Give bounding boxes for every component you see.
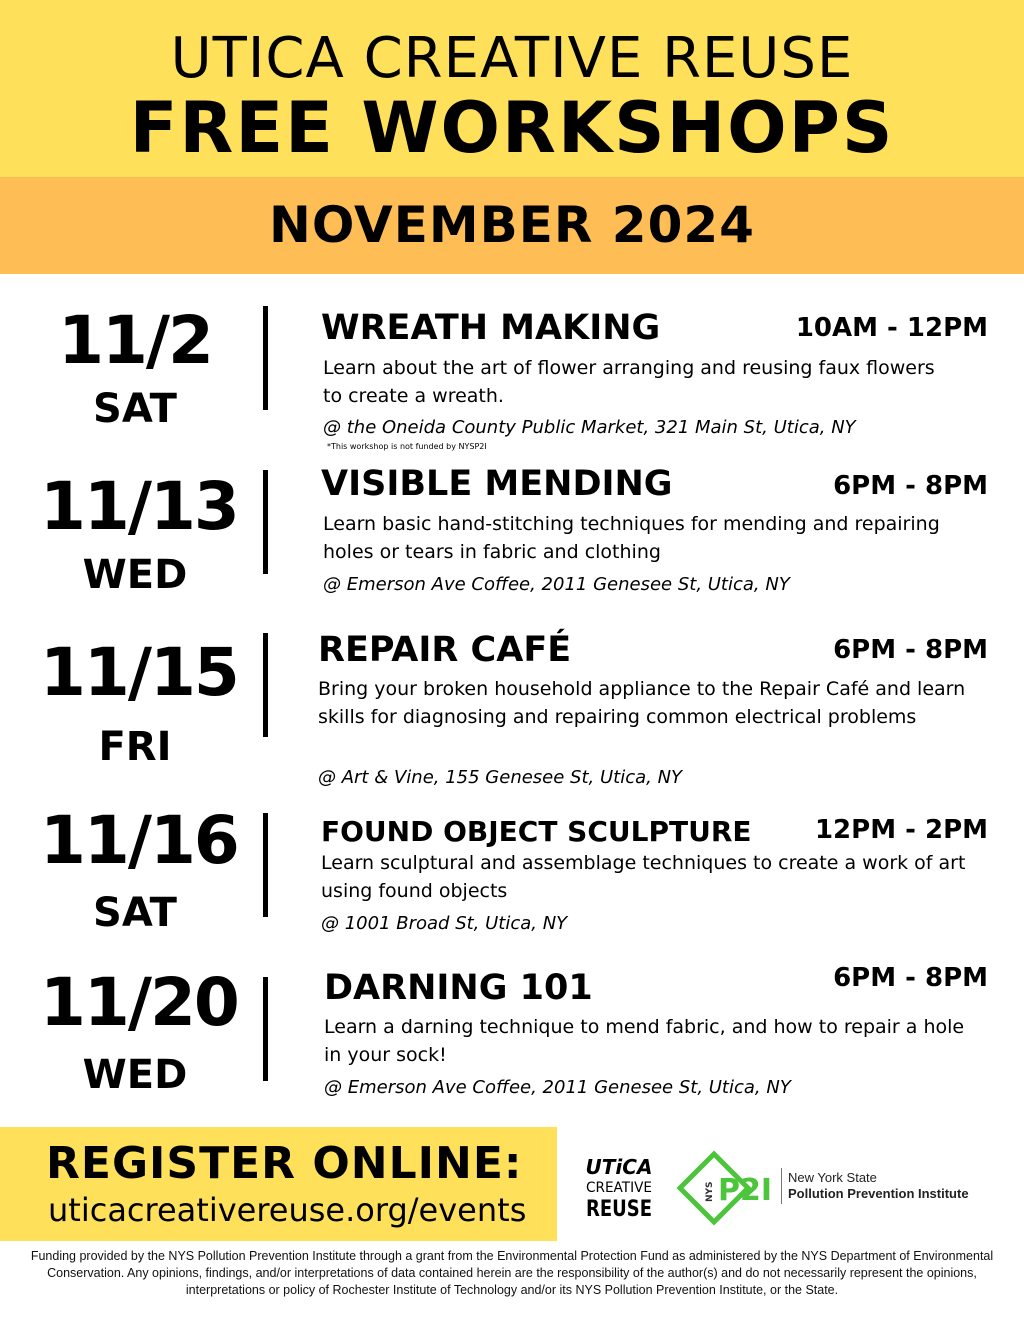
event-time: 6PM - 8PM: [833, 963, 988, 993]
event-location: @ 1001 Broad St, Utica, NY: [321, 913, 568, 934]
event-date: [40, 302, 230, 432]
p2i-divider: [781, 1168, 782, 1204]
p2i-name-line1: New York State: [788, 1170, 877, 1185]
event-location: @ the Oneida County Public Market, 321 Main St, Utica, NY: [323, 417, 856, 438]
event-date: [40, 468, 238, 598]
date-weekday: SAT: [93, 890, 177, 936]
date-weekday: WED: [82, 1052, 188, 1098]
event-description: Learn sculptural and assemblage techniques to create a work of art using found objects: [321, 852, 966, 902]
funding-disclaimer: Funding provided by the NYS Pollution Prevention Institute through a grant from the Environmental Protection Fund as administered by the NYS Department of Environmental Conservation. Any opinions, findings, and/or interpretations of data contained herein are the responsibility of the author(s) and do not necessarily represent the opinions, interpretations or policy of Rochester Institute of Technology and/or its NYS Pollution Prevention Institute, or the State.: [30, 1249, 994, 1297]
ucr-logo-line2: CREATIVE: [586, 1180, 652, 1196]
event-time: 6PM - 8PM: [833, 635, 988, 665]
utica-creative-reuse-logo: [582, 1154, 656, 1222]
event-date: [40, 802, 238, 936]
event-location: @ Art & Vine, 155 Genesee St, Utica, NY: [318, 767, 683, 788]
main-title: FREE WORKSHOPS: [129, 87, 895, 169]
event-date: [40, 634, 238, 770]
divider: [263, 977, 268, 1081]
date-number: 11/20: [40, 964, 238, 1041]
date-number: 11/15: [40, 634, 238, 711]
event-location: @ Emerson Ave Coffee, 2011 Genesee St, Utica, NY: [324, 1077, 791, 1098]
divider: [263, 470, 268, 574]
event-description: Learn about the art of flower arranging and reusing faux flowers to create a wreath.: [323, 357, 935, 407]
p2i-mark: P2I: [718, 1173, 773, 1208]
date-weekday: FRI: [98, 724, 172, 770]
register-url-link[interactable]: uticacreativereuse.org/events: [48, 1191, 527, 1229]
event-title: DARNING 101: [324, 968, 593, 1008]
date-number: 11/13: [40, 468, 238, 545]
event-title: REPAIR CAFÉ: [318, 630, 572, 670]
event-location: @ Emerson Ave Coffee, 2011 Genesee St, Utica, NY: [323, 574, 790, 595]
p2i-name-line2: Pollution Prevention Institute: [788, 1186, 969, 1201]
event-description: Learn a darning technique to mend fabric, and how to repair a hole in your sock!: [324, 1016, 965, 1066]
divider: [263, 633, 268, 737]
event-note: *This workshop is not funded by NYSP2I: [327, 442, 487, 451]
month-title: NOVEMBER 2024: [269, 196, 755, 254]
divider: [263, 813, 268, 917]
event-time: 6PM - 8PM: [833, 471, 988, 501]
date-weekday: SAT: [93, 386, 177, 432]
event-title: VISIBLE MENDING: [321, 464, 673, 504]
date-number: 11/2: [58, 302, 212, 379]
event-time: 10AM - 12PM: [795, 313, 988, 343]
event-description: Learn basic hand-stitching techniques for mending and repairing holes or tears in fabric and clothing: [323, 513, 940, 563]
event-title: FOUND OBJECT SCULPTURE: [321, 815, 752, 848]
ucr-logo-line1: UTiCA: [585, 1155, 653, 1179]
divider: [263, 306, 268, 410]
register-title: REGISTER ONLINE:: [46, 1138, 523, 1189]
date-weekday: WED: [82, 552, 188, 598]
event-description: Bring your broken household appliance to the Repair Café and learn skills for diagnosing and repairing common electrical problems: [318, 678, 966, 728]
event-date: [40, 964, 238, 1098]
p2i-mark-prefix: NYS: [705, 1181, 715, 1202]
org-title: UTICA CREATIVE REUSE: [170, 26, 854, 91]
ucr-logo-line3: REUSE: [586, 1197, 652, 1222]
event-time: 12PM - 2PM: [814, 815, 988, 845]
date-number: 11/16: [40, 802, 238, 879]
event-title: WREATH MAKING: [321, 308, 661, 348]
